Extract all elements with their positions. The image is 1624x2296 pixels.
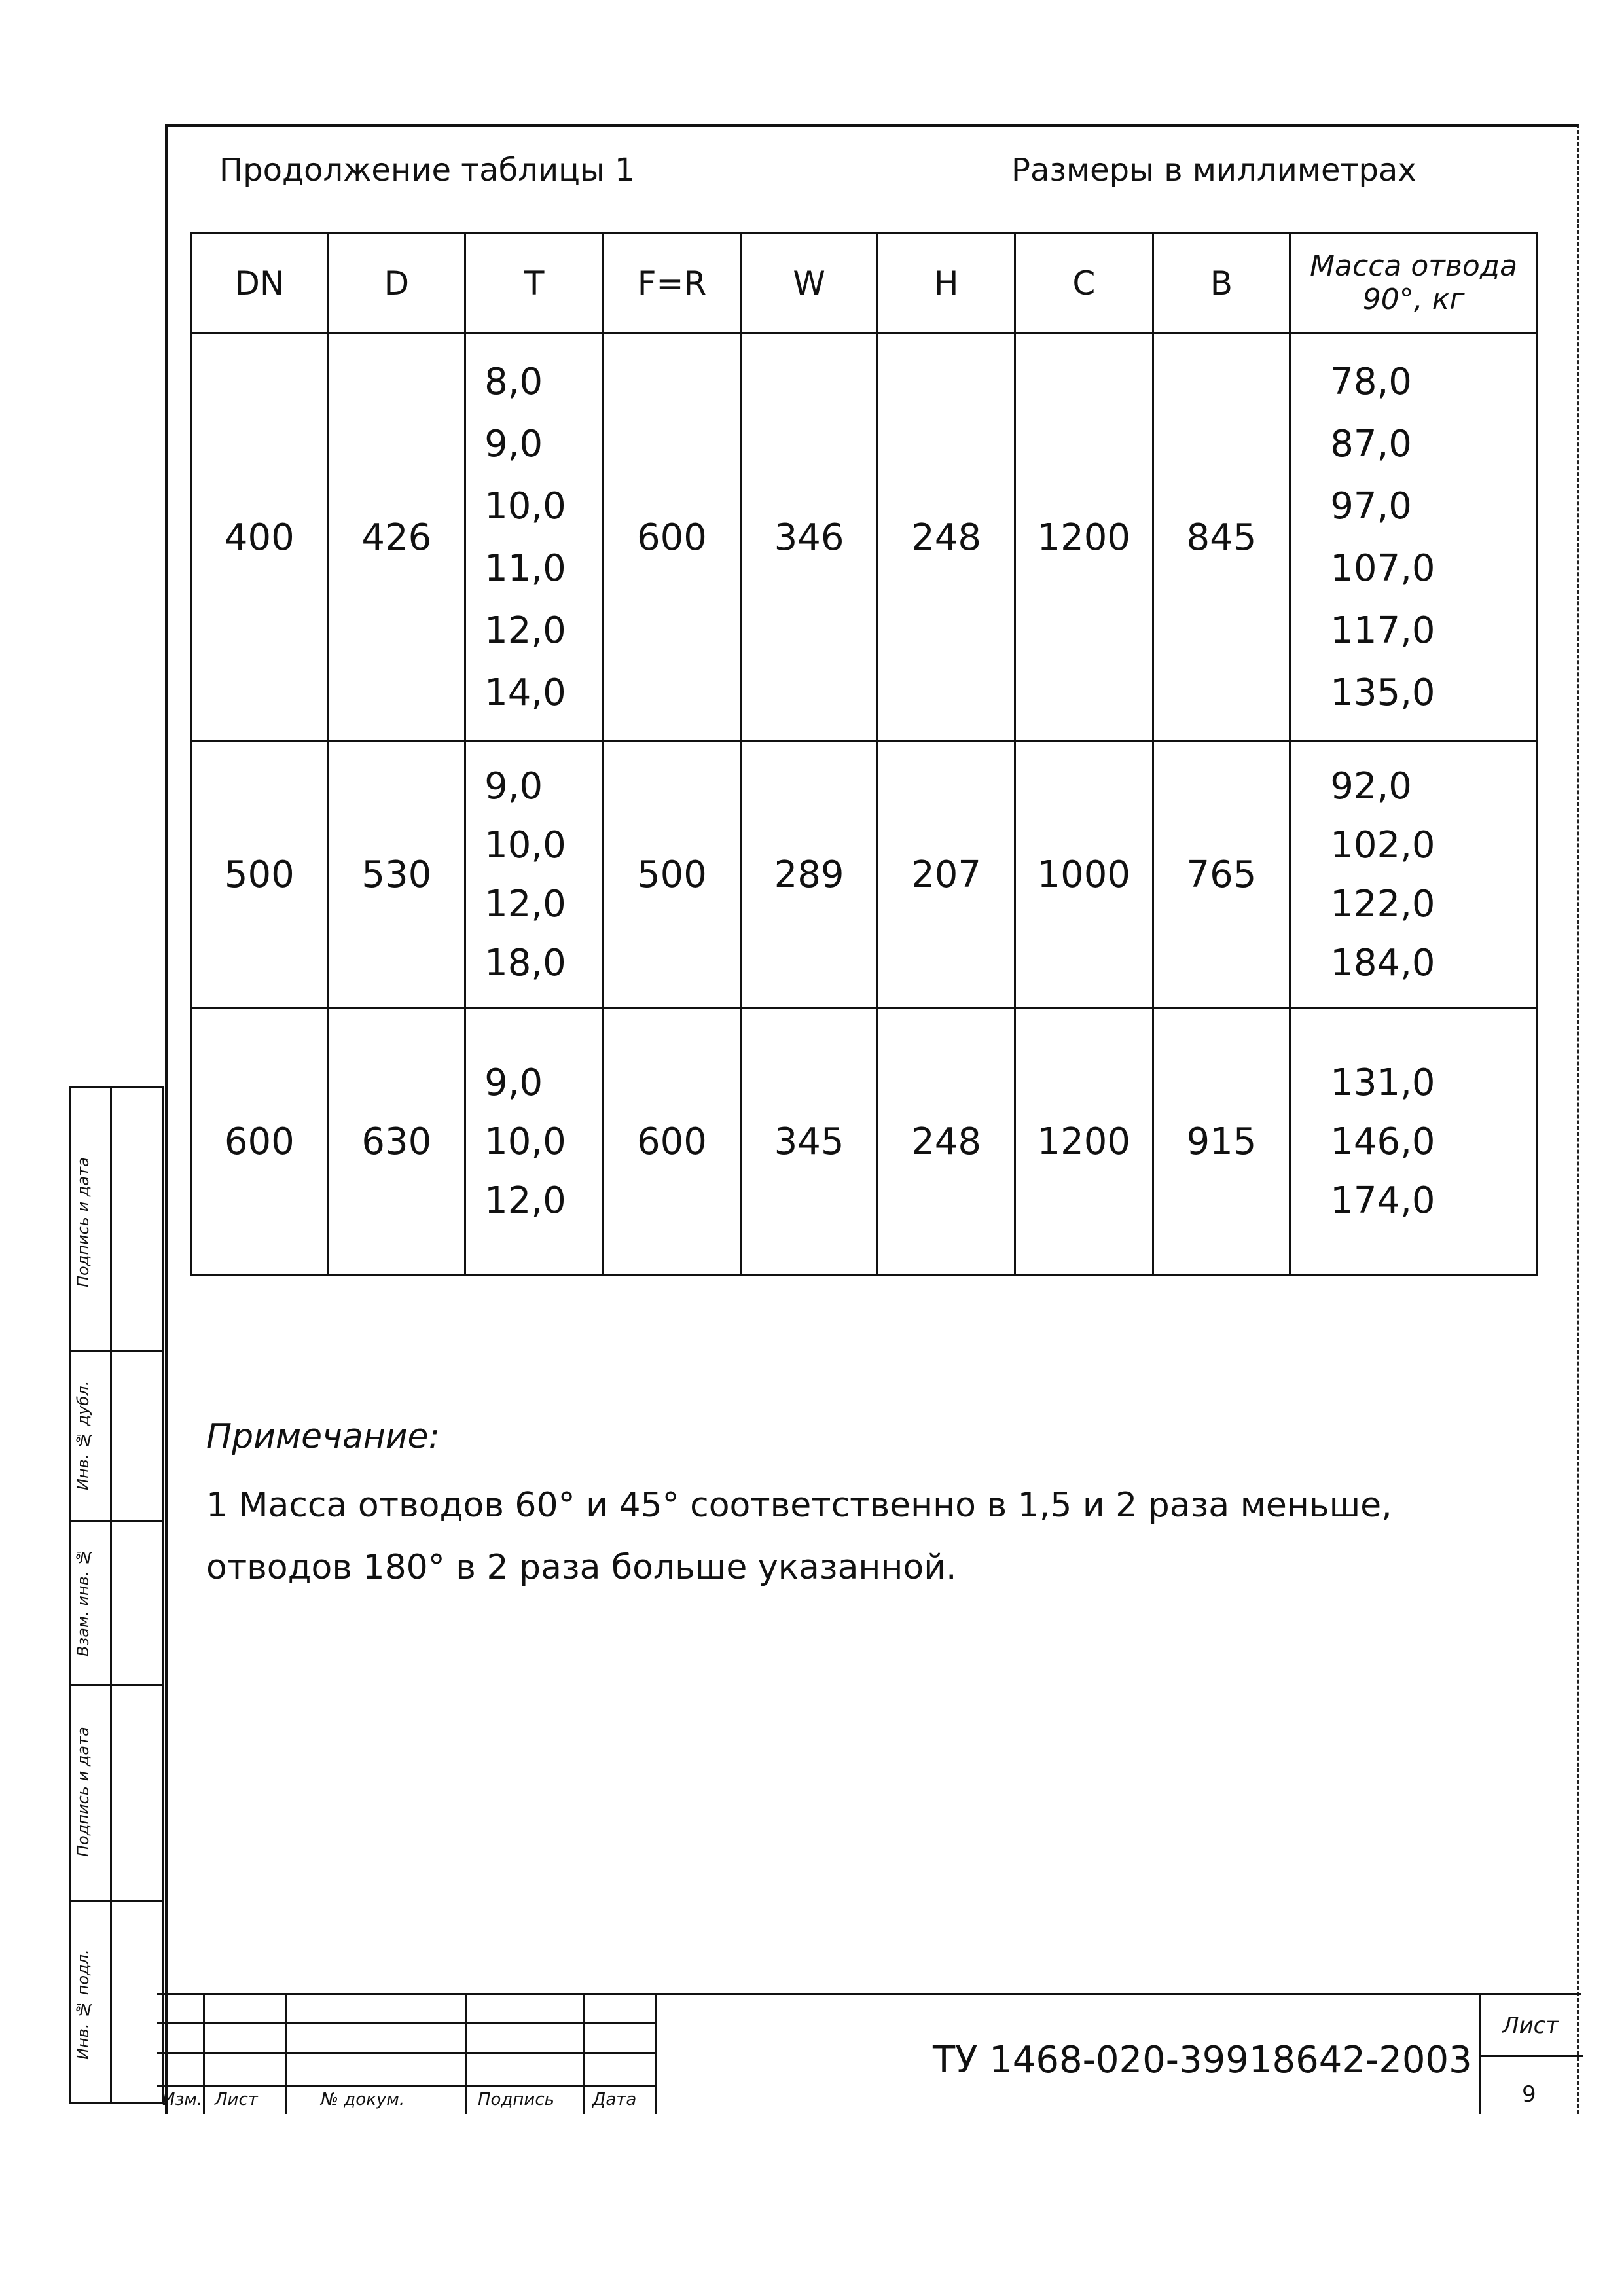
mass-value: 135,0 (1330, 672, 1435, 714)
t-value: 11,0 (484, 547, 566, 590)
t-value: 9,0 (484, 1061, 543, 1104)
stamp-label: Подпись и дата (74, 1727, 92, 1857)
col-header-mass: Масса отвода 90°, кг (1290, 234, 1538, 334)
stamp-label: Подпись и дата (74, 1157, 92, 1288)
dimensions-table (190, 232, 1538, 1276)
t-value: 8,0 (484, 361, 543, 403)
col-header-h: H (878, 234, 1015, 334)
cell-dn: 500 (191, 742, 329, 1009)
cell-mass (1290, 334, 1538, 742)
t-value: 9,0 (484, 423, 543, 465)
t-value: 12,0 (484, 1179, 566, 1222)
note-title: Примечание: (206, 1417, 441, 1456)
title-block-rule (203, 1993, 205, 2114)
stamp-rule (71, 1350, 162, 1352)
mass-value: 131,0 (1330, 1061, 1435, 1104)
t-value: 12,0 (484, 609, 566, 652)
units-caption: Размеры в миллиметрах (1011, 152, 1416, 188)
title-block-rule (157, 2085, 655, 2087)
t-value: 10,0 (484, 485, 566, 528)
note-line-1: 1 Масса отводов 60° и 45° соответственно в 1,5 и 2 раза меньше, (206, 1486, 1392, 1525)
cell-c: 1000 (1015, 742, 1153, 1009)
mass-value: 117,0 (1330, 609, 1435, 652)
cell-h: 207 (878, 742, 1015, 1009)
mass-value: 87,0 (1330, 423, 1412, 465)
t-value: 18,0 (484, 941, 566, 984)
stamp-rule (71, 1684, 162, 1686)
stamp-rule (71, 1900, 162, 1902)
mass-value: 92,0 (1330, 764, 1412, 808)
col-label-date: Дата (592, 2090, 637, 2109)
cell-mass (1290, 742, 1538, 1009)
col-header-dn: DN (191, 234, 329, 334)
cell-w: 346 (740, 334, 878, 742)
title-block-rule (465, 1993, 467, 2114)
title-block-rule (157, 1993, 1581, 1995)
mass-value: 122,0 (1330, 882, 1435, 925)
col-label-doc-number: № докум. (321, 2090, 405, 2109)
col-header-fr: F=R (604, 234, 741, 334)
document-designation: ТУ 1468-020-39918642-2003 (933, 2039, 1472, 2081)
cell-mass (1290, 1009, 1538, 1276)
mass-value: 174,0 (1330, 1179, 1435, 1222)
sheet-number: 9 (1522, 2081, 1536, 2108)
col-label-sheet: Лист (215, 2090, 258, 2109)
cell-w: 345 (740, 1009, 878, 1276)
note-line-2: отводов 180° в 2 раза больше указанной. (206, 1548, 957, 1587)
stamp-label: Инв. № подл. (74, 1949, 92, 2060)
title-block-rule (655, 1993, 657, 2114)
stamp-rule (71, 1520, 162, 1522)
col-header-w: W (740, 234, 878, 334)
table-row (191, 742, 1538, 1009)
cell-fr: 600 (604, 334, 741, 742)
mass-value: 146,0 (1330, 1120, 1435, 1163)
t-value: 9,0 (484, 764, 543, 808)
t-value: 14,0 (484, 672, 566, 714)
table-header-row (191, 234, 1538, 334)
mass-value: 184,0 (1330, 941, 1435, 984)
sheet-label: Лист (1502, 2013, 1559, 2039)
mass-value: 78,0 (1330, 361, 1412, 403)
cell-d: 530 (328, 742, 465, 1009)
cell-c: 1200 (1015, 1009, 1153, 1276)
title-block (157, 1993, 1581, 2114)
mass-value: 97,0 (1330, 485, 1412, 528)
cell-t (465, 742, 604, 1009)
cell-d: 630 (328, 1009, 465, 1276)
cell-dn: 600 (191, 1009, 329, 1276)
cell-b: 765 (1153, 742, 1290, 1009)
col-header-t: T (465, 234, 604, 334)
table-row (191, 334, 1538, 742)
title-block-rule (157, 2022, 655, 2024)
mass-value: 107,0 (1330, 547, 1435, 590)
cell-fr: 500 (604, 742, 741, 1009)
col-header-c: C (1015, 234, 1153, 334)
t-value: 10,0 (484, 1120, 566, 1163)
cell-t (465, 1009, 604, 1276)
title-block-rule (157, 2052, 655, 2054)
title-block-rule (285, 1993, 287, 2114)
cell-c: 1200 (1015, 334, 1153, 742)
cell-d: 426 (328, 334, 465, 742)
mass-value: 102,0 (1330, 823, 1435, 867)
stamp-divider (110, 1088, 112, 2102)
stamp-label: Взам. инв. № (74, 1548, 92, 1657)
cell-w: 289 (740, 742, 878, 1009)
col-label-signature: Подпись (478, 2090, 554, 2109)
title-block-rule (583, 1993, 585, 2114)
cell-b: 915 (1153, 1009, 1290, 1276)
cell-h: 248 (878, 1009, 1015, 1276)
table-continuation-caption: Продолжение таблицы 1 (219, 152, 635, 188)
col-header-b: B (1153, 234, 1290, 334)
t-value: 12,0 (484, 882, 566, 925)
stamp-label: Инв. № дубл. (74, 1380, 92, 1490)
t-value: 10,0 (484, 823, 566, 867)
cell-fr: 600 (604, 1009, 741, 1276)
col-label-change: Изм. (162, 2090, 203, 2109)
cell-t (465, 334, 604, 742)
margin-stamp (69, 1086, 164, 2104)
col-header-d: D (328, 234, 465, 334)
sheet-box-rule (1481, 2055, 1583, 2057)
cell-b: 845 (1153, 334, 1290, 742)
cell-h: 248 (878, 334, 1015, 742)
cell-dn: 400 (191, 334, 329, 742)
table-row (191, 1009, 1538, 1276)
